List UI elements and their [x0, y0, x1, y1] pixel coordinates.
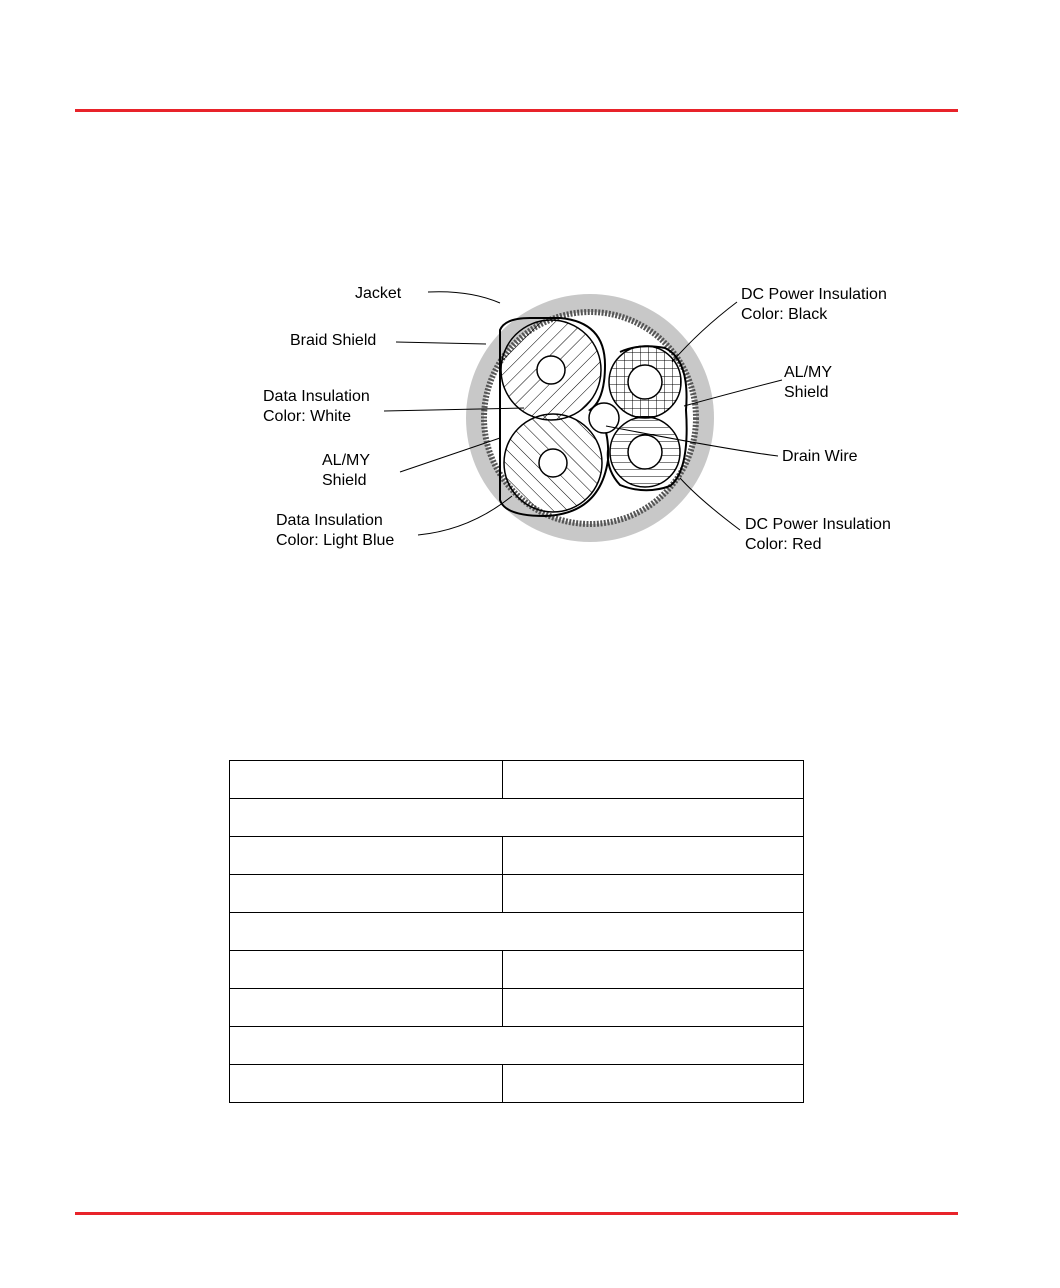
table-row: [230, 837, 804, 875]
table-cell-parameter: [230, 875, 503, 913]
specification-table-body: [230, 761, 804, 1103]
table-row: [230, 875, 804, 913]
table-cell-value: [503, 989, 804, 1027]
table-cell-value: [503, 1065, 804, 1103]
table-cell-value: [503, 761, 804, 799]
label-dc-power-insulation-red-line1: DC Power Insulation: [745, 516, 891, 533]
table-row: [230, 989, 804, 1027]
label-data-insulation-white-line1: Data Insulation: [263, 388, 370, 405]
bottom-red-rule: [75, 1212, 958, 1215]
dc-power-conductor-black: [609, 346, 681, 418]
label-data-insulation-white: [263, 387, 370, 427]
label-almy-shield-right-line2: Shield: [784, 384, 829, 401]
label-data-insulation-light-blue-line1: Data Insulation: [276, 512, 383, 529]
table-cell-parameter: [230, 989, 503, 1027]
label-almy-shield-right-line1: AL/MY: [784, 364, 833, 381]
label-drain-wire: Drain Wire: [782, 448, 858, 465]
label-data-insulation-light-blue: [276, 511, 394, 551]
label-dc-power-insulation-black: [741, 285, 887, 325]
data-conductor-light-blue: [504, 414, 602, 512]
label-data-insulation-white-line2: Color: White: [263, 408, 352, 425]
table-row: [230, 951, 804, 989]
specification-table: [229, 760, 804, 1103]
table-cell-value: [503, 837, 804, 875]
table-row: [230, 1027, 804, 1065]
table-cell-value: [503, 875, 804, 913]
table-section-cell: [230, 799, 804, 837]
label-dc-power-insulation-black-line1: DC Power Insulation: [741, 286, 887, 303]
table-row: [230, 799, 804, 837]
label-data-insulation-light-blue-line2: Color: Light Blue: [276, 532, 395, 549]
data-conductor-white: [501, 320, 601, 420]
dc-power-conductor-red: [610, 417, 680, 487]
table-cell-parameter: [230, 1065, 503, 1103]
table-cell-parameter: [230, 837, 503, 875]
table-cell-parameter: [230, 951, 503, 989]
label-jacket: Jacket: [355, 285, 402, 302]
table-row: [230, 913, 804, 951]
table-row: [230, 1065, 804, 1103]
label-dc-power-insulation-black-line2: Color: Black: [741, 306, 828, 323]
label-dc-power-insulation-red-line2: Color: Red: [745, 536, 822, 553]
cable-cross-section-diagram: [0, 0, 1060, 620]
table-section-cell: [230, 1027, 804, 1065]
label-almy-shield-left-line2: Shield: [322, 472, 367, 489]
table-row: [230, 761, 804, 799]
table-section-cell: [230, 913, 804, 951]
label-almy-shield-left-line1: AL/MY: [322, 452, 371, 469]
label-almy-shield-right: [784, 363, 832, 403]
label-braid-shield: Braid Shield: [290, 332, 377, 349]
label-dc-power-insulation-red: [745, 515, 891, 555]
drain-wire: [589, 403, 619, 433]
label-almy-shield-left: [322, 451, 370, 491]
table-cell-parameter: [230, 761, 503, 799]
table-cell-value: [503, 951, 804, 989]
